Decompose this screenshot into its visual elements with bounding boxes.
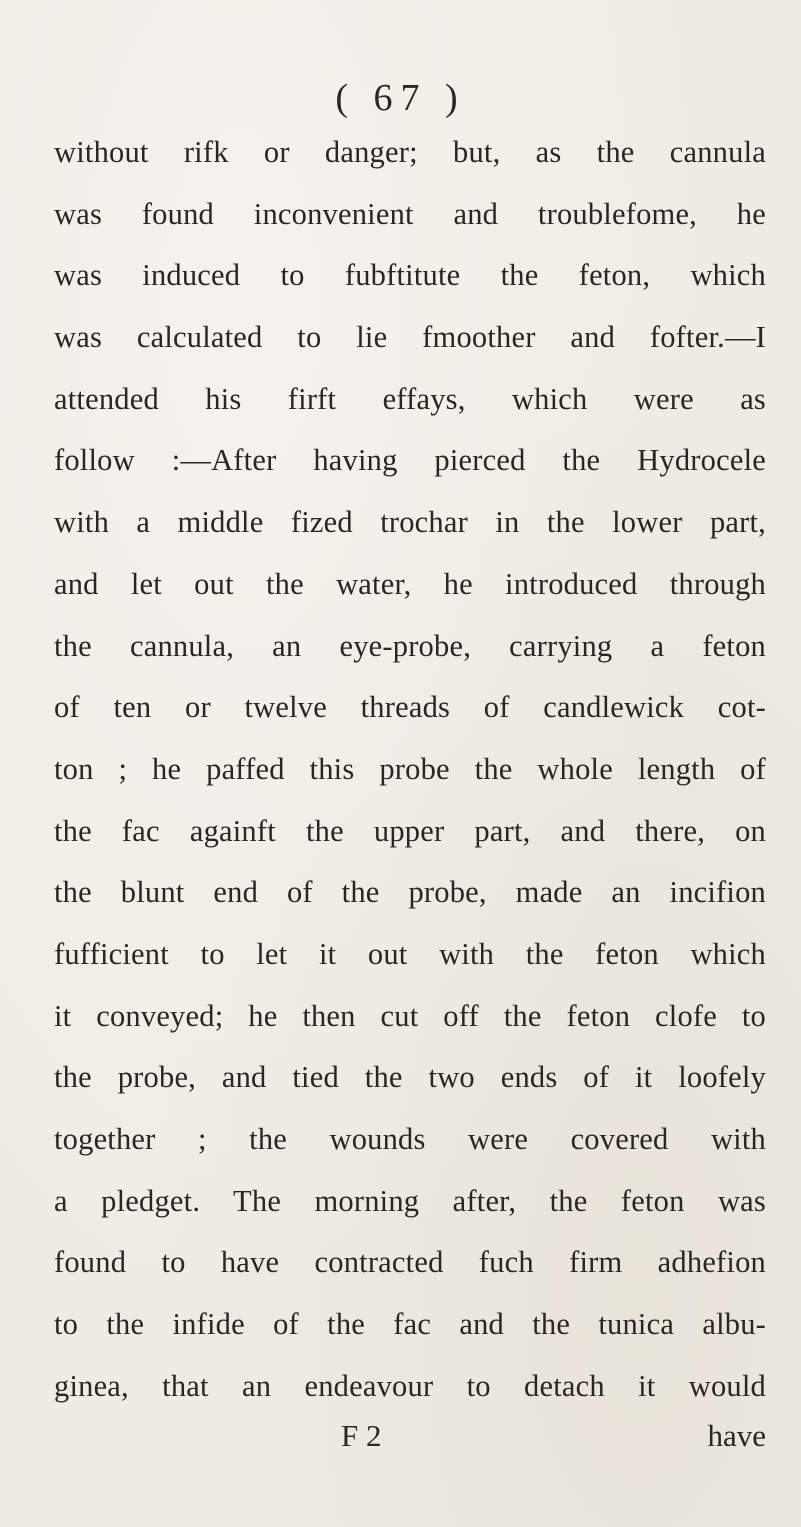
text-line: the fac againft the upper part, and there, on: [54, 813, 766, 848]
text-line: was calculated to lie fmoother and fofter.—I: [54, 320, 766, 355]
page-number: ( 67 ): [335, 77, 466, 119]
text-line: attended his firft effays, which were as: [54, 381, 766, 416]
text-line: ginea, that an endeavour to detach it would: [54, 1368, 766, 1403]
text-line: the cannula, an eye-probe, carrying a feton: [54, 628, 766, 663]
text-line: it conveyed; he then cut off the feton clofe to: [54, 998, 766, 1033]
text-line: to the infide of the fac and the tunica albu-: [54, 1307, 766, 1342]
text-line: the blunt end of the probe, made an incifion: [54, 875, 766, 910]
text-line: follow :—After having pierced the Hydrocele: [54, 443, 766, 478]
text-line: was found inconvenient and troublefome, he: [54, 196, 766, 231]
text-line: was induced to fubftitute the feton, which: [54, 258, 766, 293]
body-text: [54, 122, 766, 1417]
text-line: of ten or twelve threads of candlewick cot-: [54, 690, 766, 725]
catchword: have: [707, 1418, 766, 1453]
text-line: found to have contracted fuch firm adhefion: [54, 1245, 766, 1280]
text-line: ton ; he paffed this probe the whole length of: [54, 751, 766, 786]
text-line: the probe, and tied the two ends of it loofely: [54, 1060, 766, 1095]
text-line: and let out the water, he introduced through: [54, 566, 766, 601]
text-line: together ; the wounds were covered with: [54, 1122, 766, 1156]
text-line: with a middle fized trochar in the lower part,: [54, 505, 766, 540]
text-line: a pledget. The morning after, the feton was: [54, 1183, 766, 1218]
text-line: fufficient to let it out with the feton which: [54, 936, 766, 971]
page-footer: [54, 1418, 766, 1468]
signature-mark: F 2: [341, 1418, 382, 1453]
text-line: without rifk or danger; but, as the cannula: [54, 135, 766, 169]
